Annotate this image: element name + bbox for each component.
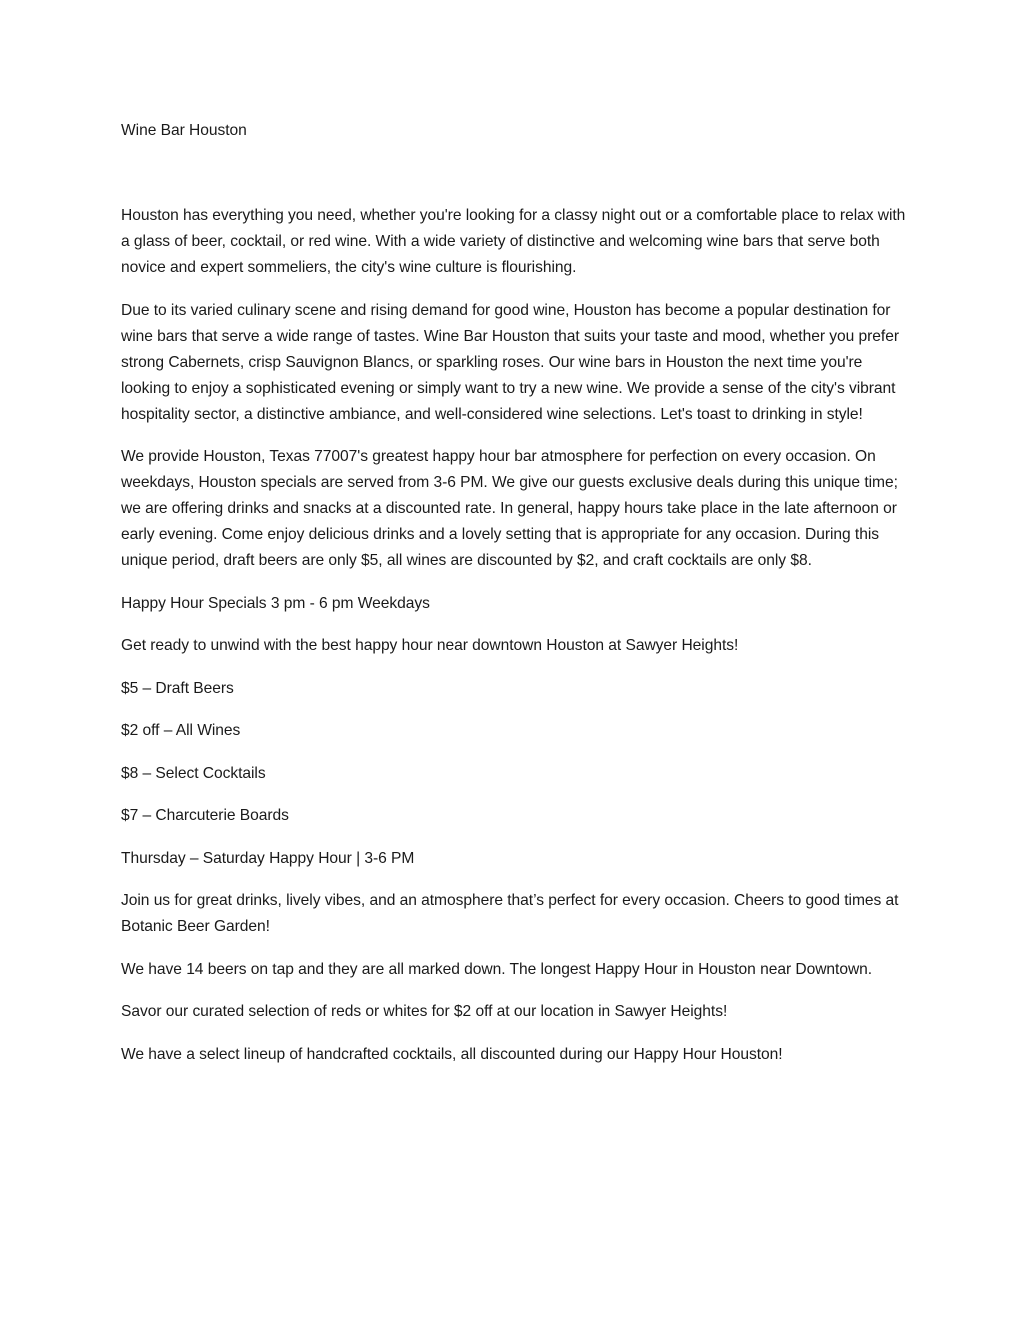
special-item-all-wines: $2 off – All Wines <box>121 722 241 739</box>
cocktails-lineup-paragraph: We have a select lineup of handcrafted cocktails, all discounted during our Happy Hour Houston! <box>121 1045 783 1063</box>
join-us-paragraph: Join us for great drinks, lively vibes, and an atmosphere that’s perfect for every occasion. Cheers to good times at Botanic Beer Garden! <box>121 892 899 935</box>
unwind-paragraph: Get ready to unwind with the best happy hour near downtown Houston at Sawyer Heights! <box>121 637 739 654</box>
happy-hour-atmosphere-paragraph: We provide Houston, Texas 77007's greatest happy hour bar atmosphere for perfection on every occasion. On weekdays, Houston specials are served from 3-6 PM. We give our guests exclusive deals during this unique time; we are offering drinks and snacks at a discounted rate. In general, happy hours take place in the late afternoon or early evening. Come enjoy delicious drinks and a lovely setting that is appropriate for any occasion. During this unique period, draft beers are only $5, all wines are discounted by $2, and craft cocktails are only $8. <box>121 448 898 569</box>
document-title: Wine Bar Houston <box>121 122 247 139</box>
special-item-draft-beers: $5 – Draft Beers <box>121 679 234 697</box>
happy-hour-specials-heading: Happy Hour Specials 3 pm - 6 pm Weekdays <box>121 594 430 612</box>
special-item-select-cocktails: $8 – Select Cocktails <box>121 764 266 782</box>
document-body <box>121 118 911 1084</box>
special-item-charcuterie-boards: $7 – Charcuterie Boards <box>121 807 289 824</box>
culinary-scene-paragraph: Due to its varied culinary scene and rising demand for good wine, Houston has become a popular destination for wine bars that serve a wide range of tastes. Wine Bar Houston that suits your taste and mood, whether you prefer strong Cabernets, crisp Sauvignon Blancs, or sparkling roses. Our wine bars in Houston the next time you're looking to enjoy a sophisticated evening or simply want to try a new wine. We provide a sense of the city's vibrant hospitality sector, a distinctive ambiance, and well-considered wine selections. Let's toast to drinking in style! <box>121 301 899 423</box>
reds-whites-paragraph: Savor our curated selection of reds or whites for $2 off at our location in Sawyer Heights! <box>121 1003 728 1020</box>
weekend-happy-hour-line: Thursday – Saturday Happy Hour | 3-6 PM <box>121 849 415 867</box>
intro-paragraph: Houston has everything you need, whether you're looking for a classy night out or a comfortable place to relax with a glass of beer, cocktail, or red wine. With a wide variety of distinctive and welcoming wine bars that serve both novice and expert sommeliers, the city's wine culture is flourishing. <box>121 207 906 276</box>
beers-on-tap-paragraph: We have 14 beers on tap and they are all marked down. The longest Happy Hour in Houston near Downtown. <box>121 960 873 978</box>
